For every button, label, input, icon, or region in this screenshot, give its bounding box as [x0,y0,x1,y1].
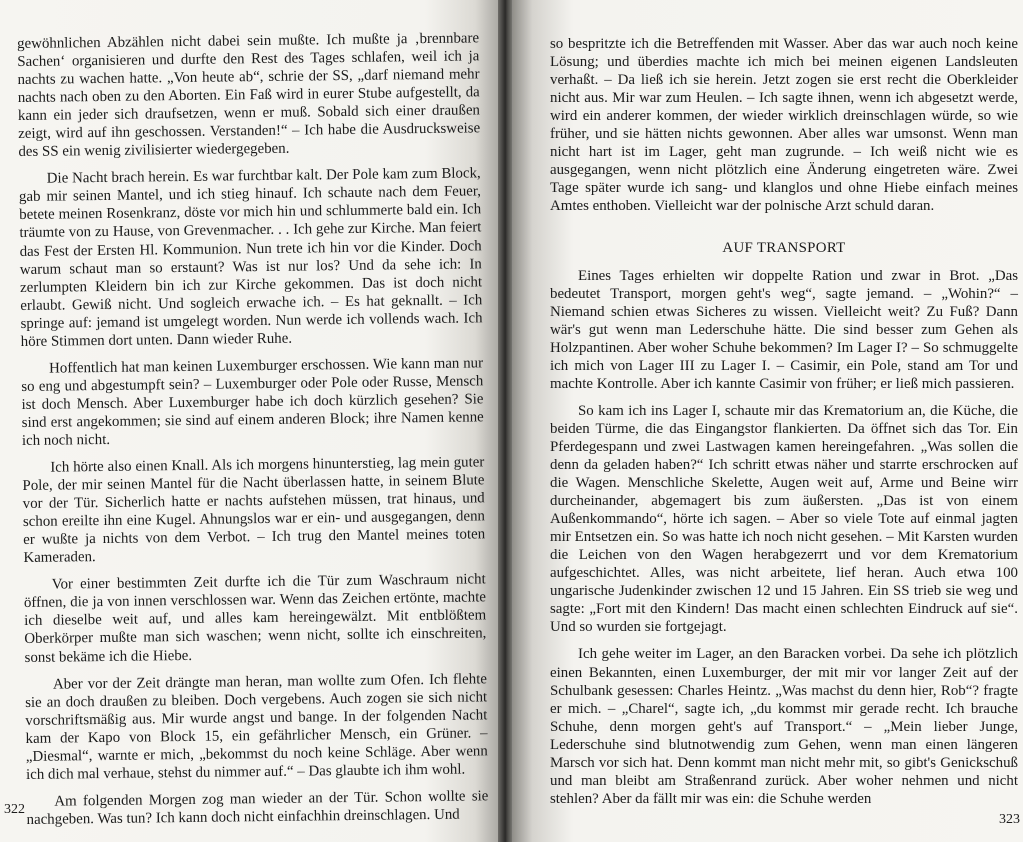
paragraph: So kam ich ins Lager I, schaute mir das Krematorium an, die Küche, die beiden Türme, die das Eingangstor flankierten. Da öffnet sich das Tor. Ein Pferdegespann und zwei Lastwagen kamen hereingefahren. „Was sollen die denn da geladen haben?“ Ich schritt etwas näher und starrte erschrocken auf die Wagen. Menschliche Skelette, Augen weit auf, Arme und Beine wirr durcheinander, abgemagert bis zum äußersten. „Das ist von einem Außenkommando“, hörte ich sagen. – Aber so viele Tote auf einmal jagten mir Entsetzen ein. So was hatte ich noch nicht gesehen. – Mit Karsten wurden die Leichen von den Wagen herabgezerrt und vor dem Krematorium aufgeschichtet. Alles, was nicht arbeitete, lief heran. Auch etwa 100 ungarische Judenkinder zwischen 12 und 15 Jahren. Ein SS trieb sie weg und sagte: „Fort mit den Kindern! Das macht einen schlechten Eindruck auf sie“. Und so wurden sie fortgejagt. [550,402,1018,636]
paragraph: Ich hörte also einen Knall. Als ich morgens hinunterstieg, lag mein guter Pole, der mir seinen Mantel für die Nacht überlassen hatte, in seinem Blute vor der Tür. Sicherlich hatte er nachts aufstehen müssen, trat hinaus, und schon ereilte ihn eine Kugel. Ahnungslos war er ein- und ausgegangen, denn er wußte ja nichts von dem Verbot. – Ich trug den Mantel meines toten Kameraden. [22,454,486,567]
paragraph: Vor einer bestimmten Zeit durfte ich die Tür zum Waschraum nicht öffnen, die ja von innen verschlossen war. Wenn das Zeichen ertönte, machte ich dieselbe weit auf, und alles kam hereingewälzt. Mit entblößtem Oberkörper mußte man sich waschen; wenn nicht, sollte ich einschreiten, sonst bekäme ich die Hiebe. [23,571,487,666]
paragraph: Ich gehe weiter im Lager, an den Baracken vorbei. Da sehe ich plötzlich einen Bekannten, einen Luxemburger, der mit mir vor langer Zeit auf der Schulbank gesessen: Charles Heintz. „Was machst du denn hier, Rob“? fragte er mich. – „Charel“, sagte ich, „du kommst mir gerade recht. Ich brauche Schuhe, denn morgen geht's auf Transport.“ – „Mein lieber Junge, Lederschuhe sind blutnotwendig zum Gehen, wenn man einen längeren Marsch vor sich hat. Denn kommt man nicht mehr mit, so gibt's Genickschuß und man bleibt am Straßenrand zurück. Aber woher nehmen und nicht stehlen? Aber da fällt mir was ein: die Schuhe werden [550,646,1018,807]
right-page [512,0,1023,842]
paragraph: Eines Tages erhielten wir doppelte Ration und zwar in Brot. „Das bedeutet Transport, morgen geht's weg“, sagte jemand. – „Wohin?“ – Niemand schien etwas Sicheres zu wissen. Vielleicht weit? Zu Fuß? Dann wär's gut wenn man Lederschuhe hätte. Die sind besser zum Gehen als Holzpantinen. Aber woher Schuhe bekommen? Im Lager I? – So schmuggelte ich mich von Lager III zu Lager I. – Casimir, ein Pole, stand am Tor und machte Kontrolle. Aber ich kannte Casimir von früher; er ließ mich passieren. [550,267,1018,392]
paragraph: Hoffentlich hat man keinen Luxemburger erschossen. Wie kann man nur so eng und abgestumpft sein? – Luxemburger oder Pole oder Russe, Mensch ist doch Mensch. Aber Luxemburger habe ich doch kürzlich gesehen? Sie sind erst angekommen; sie sind auf einem anderen Block; ihre Namen kenne ich noch nicht. [21,355,484,449]
section-heading: AUF TRANSPORT [722,240,846,257]
paragraph: Aber vor der Zeit drängte man heran, man wollte zum Ofen. Ich flehte sie an doch draußen zu bleiben. Doch vergebens. Auch zogen sie sich nicht vorschriftsmäßig aus. Mir wurde angst und bange. In der folgenden Nacht kam der Kapo von Block 15, ein gefährlicher Mensch, ein Grüner. – „Diesmal“, warnte er mich, „bekommst du noch keine Schläge. Aber wenn ich dich mal verhaue, stehst du nimmer auf.“ – Das glaubte ich ihm wohl. [25,670,488,783]
paragraph: Die Nacht brach herein. Es war furchtbar kalt. Der Pole kam zum Block, gab mir seinen Mantel, und ich stieg hinauf. Ich schaute nach dem Feuer, betete meinen Rosenkranz, döste vor mich hin und schlummerte bald ein. Ich träumte von zu Hause, von Grevenmacher. . . Ich gehe zur Kirche. Man feiert das Fest der Ersten Hl. Kommunion. Nun trete ich hin vor die Kinder. Doch warum schaut man so erstaunt? Was ist nur los? Und da sehe ich: In zerlumpten Kleidern bin ich zur Kirche gekommen. Das ist doch nicht erlaubt. Gewiß nicht. Und sogleich erwache ich. – Es hat geknallt. – Ich springe auf: jemand ist umgelegt worden. Nun werde ich vollends wach. Ich höre Stimmen dort unten. Dann wieder Ruhe. [18,165,483,350]
paragraph: Am folgenden Morgen zog man wieder an der Tür. Schon wollte sie nachgeben. Was tun? Ich kann doch nicht einfachhin dreinschlagen. Und [26,788,489,828]
paragraph: so bespritzte ich die Betreffenden mit Wasser. Aber das war auch noch keine Lösung; und überdies machte ich mich bei meinen eigenen Landsleuten verhaßt. – Da ließ ich sie herein. Jetzt zogen sie erst recht die Oberkleider nicht aus. Mir war zum Heulen. – Ich sagte ihnen, wenn ich abgesetzt werde, wird ein anderer kommen, der wieder wirklich dreinschlagen würde, so wie früher, und sie hätten nichts gewonnen. Aber alles war umsonst. Wenn man nicht hart ist im Lager, geht man zugrunde. – Ich weiß nicht wie es ausgegangen, wenn nicht plötzlich eine Änderung eingetreten wäre. Zwei Tage später wurde ich sang- und klanglos und ohne Hiebe einfach meines Amtes enthoben. Vielleicht war der polnische Arzt schuld daran. [550,36,1018,215]
page-number-left: 322 [4,802,25,817]
page-number-right: 323 [999,812,1020,827]
paragraph: gewöhnlichen Abzählen nicht dabei sein mußte. Ich mußte ja ‚brennbare Sachen‘ organisieren und durfte den Rest des Tages schlafen, weil ich ja nachts zu wachen hatte. „Von heute ab“, schrie der SS, „darf niemand mehr nachts nach oben zu den Aborten. Ein Faß wird in eurer Stube aufgestellt, da kann ein jeder sich draufsetzen, wenn er muß. Sobald sich einer draußen zeigt, wird auf ihn geschossen. Verstanden!“ – Ich habe die Ausdrucksweise des SS ein wenig zivilisierter wiedergegeben. [17,30,481,161]
right-page-text [550,35,1018,817]
left-page [0,0,500,842]
left-page-text [17,29,489,838]
